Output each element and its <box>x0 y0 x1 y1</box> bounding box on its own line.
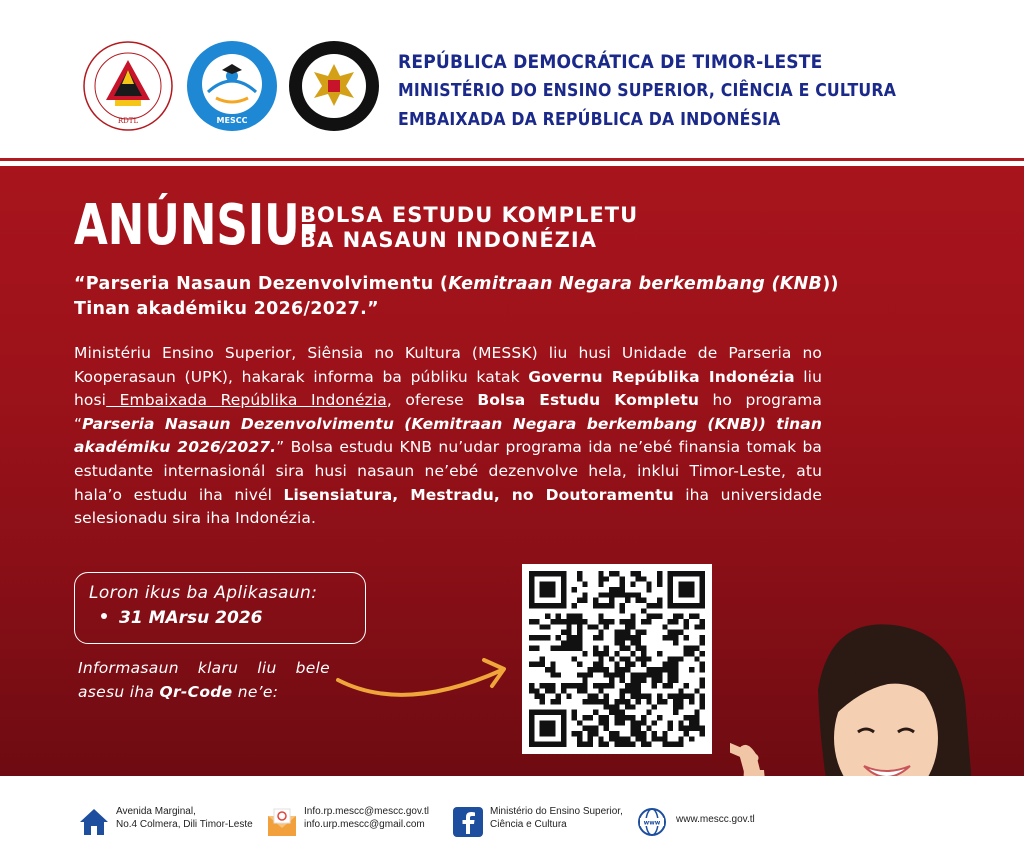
address-line-1: Avenida Marginal, <box>116 806 196 817</box>
address-text <box>116 806 253 831</box>
svg-text:RDTL: RDTL <box>117 117 139 125</box>
subtitle-line-2: BA NASAUN INDONÉZIA <box>300 228 597 252</box>
announcement-panel <box>0 166 1024 776</box>
program-quote <box>74 272 924 322</box>
info-text-main: Informasaun klaru liu bele asesu iha <box>78 659 330 701</box>
deadline-date: 31 MArsu 2026 <box>119 608 263 628</box>
info-text-bold: Qr-Code <box>159 683 233 701</box>
body-text-2: liu hosi <box>74 367 823 410</box>
qr-code[interactable] <box>522 564 712 754</box>
country-title: REPÚBLICA DEMOCRÁTICA DE TIMOR-LESTE <box>398 51 823 73</box>
deadline-box <box>74 572 366 644</box>
body-text-6: iha universidade selesionadu sira iha Indonézia. <box>74 485 822 528</box>
facebook-line-1[interactable]: Ministério do Ensino Superior, <box>490 806 623 817</box>
qr-info-text <box>78 656 330 704</box>
subtitle-line-1: BOLSA ESTUDU KOMPLETU <box>300 203 639 227</box>
facebook-icon <box>452 806 484 838</box>
body-bold-1: Governu Repúblika Indonézia <box>528 367 795 386</box>
facebook-text[interactable] <box>490 806 623 831</box>
website-text[interactable]: www.mescc.gov.tl <box>676 814 755 825</box>
announcement-subtitle <box>300 203 638 253</box>
footer-facebook[interactable] <box>452 806 623 838</box>
body-bold-3: Lisensiatura, Mestradu, no Doutoramentu <box>283 485 674 504</box>
body-text-4: ho programa “ <box>74 391 822 433</box>
svg-text:www: www <box>643 819 661 827</box>
embassy-link[interactable]: Embaixada Repúblika Indonézia <box>106 391 387 410</box>
curved-arrow-icon <box>334 652 510 712</box>
footer-website[interactable] <box>636 806 755 838</box>
announcement-title: ANÚNSIU- <box>74 193 318 258</box>
email-line-1[interactable]: Info.rp.mescc@mescc.gov.tl <box>304 806 429 817</box>
address-line-2: No.4 Colmera, Dili Timor-Leste <box>116 818 253 830</box>
kbri-garuda-logo <box>288 40 380 132</box>
quote-line-2: Tinan akadémiku 2026/2027.” <box>74 299 379 319</box>
email-icon <box>266 806 298 838</box>
svg-text:MESCC: MESCC <box>216 116 248 125</box>
ministry-title: MINISTÉRIO DO ENSINO SUPERIOR, CIÊNCIA E CULTURA <box>398 81 897 101</box>
body-text-5: ” Bolsa estudu KNB nu’udar programa ida ne’ebé finansia tomak ba estudante internasionál sira husi nasaun ne’ebé dezenvolve hela, inklui Timor-Leste, atu hala’o estudu iha nivél <box>74 438 822 504</box>
mescc-logo <box>186 40 278 132</box>
bullet-icon <box>101 613 107 619</box>
smiling-student-image <box>730 620 1024 776</box>
header-divider <box>0 158 1024 166</box>
announcement-body <box>74 342 822 531</box>
home-icon <box>78 806 110 838</box>
body-text-3: , oferese <box>386 391 478 410</box>
qr-code-icon <box>529 571 705 747</box>
body-text-1: Ministériu Ensino Superior, Siênsia no Kultura (MESSK) liu husi Unidade de Parseria no Kooperasaun (UPK), hakarak informa ba públiku katak <box>74 344 822 386</box>
deadline-date-item <box>89 605 351 631</box>
quote-italic: Kemitraan Negara berkembang (KNB <box>448 274 823 294</box>
body-bold-italic-1: Parseria Nasaun Dezenvolvimentu (Kemitraan Negara berkembang (KNB)) tinan akadémiku 2026/2027. <box>74 414 822 457</box>
body-bold-2: Bolsa Estudu Kompletu <box>477 391 699 410</box>
quote-part-2: )) <box>822 274 839 294</box>
rdtl-emblem-logo <box>82 40 174 132</box>
embassy-title: EMBAIXADA DA REPÚBLICA DA INDONÉSIA <box>398 110 781 130</box>
footer-email[interactable] <box>266 806 429 838</box>
quote-part-1: “Parseria Nasaun Dezenvolvimentu ( <box>74 274 449 294</box>
header-titles <box>398 48 951 135</box>
footer-address <box>78 806 253 838</box>
facebook-line-2[interactable]: Ciência e Cultura <box>490 818 567 830</box>
info-text-tail: ne’e: <box>232 683 279 701</box>
footer <box>0 776 1024 859</box>
email-text[interactable] <box>304 806 429 831</box>
globe-icon <box>636 806 668 838</box>
deadline-label: Loron ikus ba Aplikasaun: <box>89 583 318 603</box>
header <box>0 0 1024 158</box>
email-line-2[interactable]: info.urp.mescc@gmail.com <box>304 818 425 830</box>
